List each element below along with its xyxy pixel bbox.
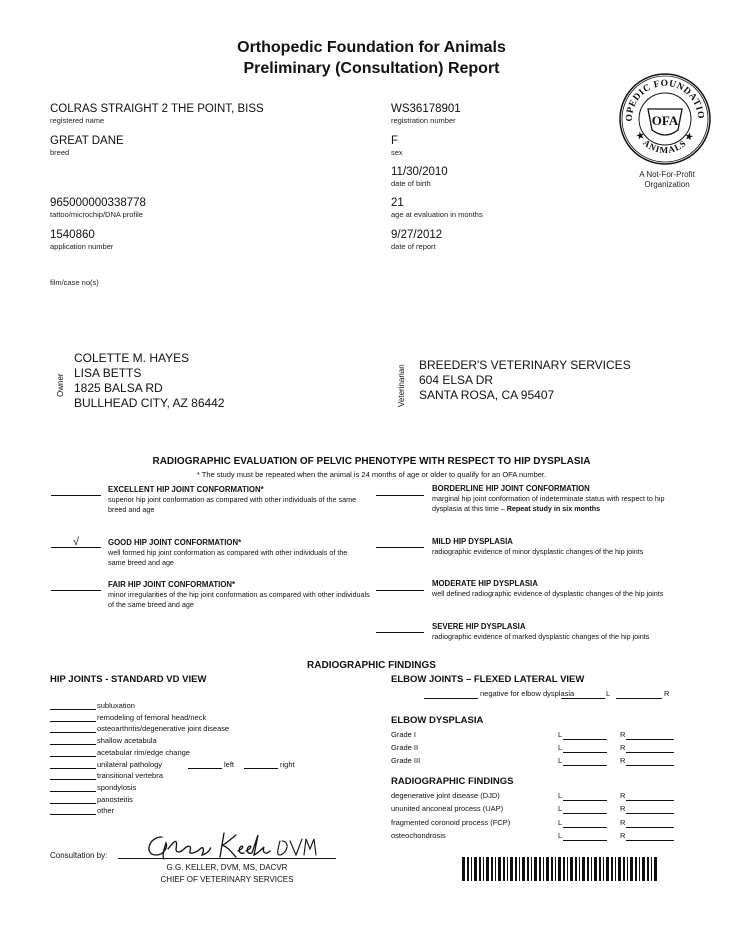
option-good-desc: well formed hip joint conformation as compared with other individuals of the same breed and age bbox=[108, 548, 348, 567]
option-good[interactable] bbox=[51, 537, 101, 548]
elbow-finding-label: fragmented coronoid process (FCP) bbox=[391, 817, 511, 827]
barcode-bar bbox=[639, 857, 640, 881]
barcode-bar bbox=[546, 857, 549, 881]
hip-item-blank[interactable] bbox=[50, 712, 96, 722]
signature-icon bbox=[140, 827, 320, 863]
elbow-grade-r: R bbox=[620, 730, 626, 739]
hip-item-row bbox=[50, 735, 350, 746]
elbow-finding-l: L bbox=[558, 791, 563, 800]
option-good-blank[interactable]: √ bbox=[51, 537, 101, 548]
film-case-label: film/case no(s) bbox=[50, 278, 99, 287]
barcode-bar bbox=[462, 857, 465, 881]
hip-item-label: subluxation bbox=[97, 701, 135, 710]
hip-item-blank[interactable] bbox=[50, 805, 96, 815]
barcode-bar bbox=[599, 857, 601, 881]
barcode-bar bbox=[507, 857, 508, 881]
option-excellent-desc: superior hip joint conformation as compared with other individuals of the same breed and age bbox=[108, 495, 357, 514]
hip-item-label: spondylosis bbox=[97, 782, 137, 792]
hip-item-row bbox=[50, 805, 350, 816]
barcode-bar bbox=[486, 857, 489, 881]
barcode-bar bbox=[575, 857, 577, 881]
option-borderline-name: BORDERLINE HIP JOINT CONFORMATION bbox=[432, 484, 590, 493]
elbow-finding-label: degenerative joint disease (DJD) bbox=[391, 791, 500, 800]
unilateral-right-label: right bbox=[280, 759, 295, 769]
application-number-label: application number bbox=[50, 242, 114, 251]
elbow-grade-l: L bbox=[558, 756, 563, 765]
option-moderate-name: MODERATE HIP DYSPLASIA bbox=[432, 579, 538, 588]
option-good-name: GOOD HIP JOINT CONFORMATION* bbox=[108, 538, 242, 547]
elbow-finding-left-blank[interactable] bbox=[563, 804, 607, 814]
barcode-bar bbox=[647, 857, 649, 881]
barcode-bar bbox=[630, 857, 633, 881]
veterinarian-vertical-label: Veterinarian bbox=[397, 364, 406, 407]
barcode-bar bbox=[654, 857, 657, 881]
option-fair-name: FAIR HIP JOINT CONFORMATION* bbox=[108, 580, 236, 589]
date-of-birth-value: 11/30/2010 bbox=[391, 166, 448, 178]
age-value: 21 bbox=[391, 197, 404, 209]
barcode-bar bbox=[531, 857, 532, 881]
barcode-bar bbox=[627, 857, 628, 881]
hip-item-blank[interactable] bbox=[50, 735, 96, 745]
barcode-bar bbox=[567, 857, 568, 881]
evaluation-title: RADIOGRAPHIC EVALUATION OF PELVIC PHENOTYPE WITH RESPECT TO HIP DYSPLASIA bbox=[152, 456, 591, 467]
barcode-bar bbox=[534, 857, 537, 881]
vet-line1: BREEDER'S VETERINARY SERVICES bbox=[419, 358, 631, 372]
elbow-finding-row bbox=[391, 818, 691, 830]
barcode-bar bbox=[623, 857, 625, 881]
hip-item-row bbox=[50, 782, 350, 793]
hip-item-blank[interactable] bbox=[50, 794, 96, 804]
elbow-finding-right-blank[interactable] bbox=[626, 831, 674, 841]
elbow-finding-r: R bbox=[620, 791, 626, 800]
barcode-bar bbox=[503, 857, 505, 881]
option-borderline-blank[interactable] bbox=[376, 485, 424, 496]
hip-item-blank[interactable] bbox=[50, 782, 96, 792]
barcode-bar bbox=[510, 857, 513, 881]
elbow-grade-l: L bbox=[558, 743, 563, 752]
elbow-grade-l: L bbox=[558, 730, 563, 739]
hip-item-row bbox=[50, 712, 350, 723]
hip-joints-title: HIP JOINTS - STANDARD VD VIEW bbox=[50, 674, 207, 685]
vet-line3: SANTA ROSA, CA 95407 bbox=[419, 388, 555, 402]
hip-item-row bbox=[50, 700, 350, 711]
option-borderline[interactable] bbox=[376, 485, 424, 496]
date-of-birth-label: date of birth bbox=[391, 179, 431, 188]
breed-value: GREAT DANE bbox=[50, 135, 124, 147]
barcode-bar bbox=[594, 857, 597, 881]
owner-line4: BULLHEAD CITY, AZ 86442 bbox=[74, 396, 225, 410]
barcode-bar bbox=[582, 857, 585, 881]
hip-item-blank[interactable] bbox=[50, 700, 96, 710]
elbow-finding-left-blank[interactable] bbox=[563, 818, 607, 828]
elbow-finding-label: osteochondrosis bbox=[391, 830, 446, 840]
option-excellent[interactable] bbox=[51, 485, 101, 496]
hip-item-blank[interactable] bbox=[50, 723, 96, 733]
elbow-finding-right-blank[interactable] bbox=[626, 791, 674, 801]
option-severe[interactable] bbox=[376, 622, 424, 633]
option-moderate[interactable] bbox=[376, 580, 424, 591]
registered-name-label: registered name bbox=[50, 116, 105, 125]
hip-item-label: acetabular rim/edge change bbox=[97, 747, 190, 757]
option-moderate-blank[interactable] bbox=[376, 580, 424, 591]
barcode-bar bbox=[591, 857, 592, 881]
elbow-dysplasia-title: ELBOW DYSPLASIA bbox=[391, 715, 484, 726]
elbow-finding-r: R bbox=[620, 830, 626, 840]
elbow-grade-row bbox=[391, 743, 691, 755]
consultation-label: Consultation by: bbox=[50, 851, 108, 860]
elbow-finding-left-blank[interactable] bbox=[563, 831, 607, 841]
hip-item-row bbox=[50, 770, 350, 781]
seal-caption-line2: Organization bbox=[644, 180, 690, 189]
age-label: age at evaluation in months bbox=[391, 210, 483, 219]
option-fair-blank[interactable] bbox=[51, 580, 101, 591]
elbow-grade-row bbox=[391, 756, 691, 768]
consultant-title: CHIEF OF VETERINARY SERVICES bbox=[160, 875, 294, 884]
option-borderline-desc bbox=[432, 494, 690, 513]
registration-number-value: WS36178901 bbox=[391, 103, 461, 115]
elbow-grade-label: Grade III bbox=[391, 756, 421, 765]
elbow-joints-title: ELBOW JOINTS – FLEXED LATERAL VIEW bbox=[391, 674, 585, 685]
consultant-name: G.G. KELLER, DVM, MS, DACVR bbox=[166, 863, 288, 872]
barcode-bar bbox=[519, 857, 520, 881]
sex-value: F bbox=[391, 135, 399, 147]
breed-label: breed bbox=[50, 148, 70, 157]
owner-line1: COLETTE M. HAYES bbox=[74, 351, 190, 365]
barcode-bar bbox=[543, 857, 544, 881]
barcode-bar bbox=[587, 857, 589, 881]
elbow-finding-left-blank[interactable] bbox=[563, 791, 607, 801]
barcode-bar bbox=[483, 857, 484, 881]
seal-center-text: OFA bbox=[651, 113, 679, 128]
hip-item-label: unilateral pathology bbox=[97, 759, 163, 769]
ofa-seal-icon bbox=[618, 72, 712, 166]
barcode-icon bbox=[462, 857, 658, 881]
option-mild-desc: radiographic evidence of minor dysplastic changes of the hip joints bbox=[432, 547, 644, 556]
elbow-grade-r: R bbox=[620, 743, 626, 752]
barcode-bar bbox=[651, 857, 652, 881]
seal-caption-line1: A Not-For-Profit bbox=[639, 170, 695, 179]
elbow-grade-left-blank[interactable] bbox=[563, 756, 607, 766]
sex-label: sex bbox=[391, 148, 403, 157]
barcode-bar bbox=[563, 857, 565, 881]
owner-line2: LISA BETTS bbox=[74, 366, 142, 380]
elbow-findings-title: RADIOGRAPHIC FINDINGS bbox=[391, 776, 514, 787]
barcode-bar bbox=[611, 857, 613, 881]
elbow-grade-right-blank[interactable] bbox=[626, 756, 674, 766]
application-number-value: 1540860 bbox=[50, 229, 95, 241]
registered-name-value: COLRAS STRAIGHT 2 THE POINT, BISS bbox=[50, 103, 264, 115]
owner-line3: 1825 BALSA RD bbox=[74, 381, 163, 395]
barcode-bar bbox=[603, 857, 604, 881]
barcode-bar bbox=[558, 857, 561, 881]
elbow-grade-right-blank[interactable] bbox=[626, 743, 674, 753]
option-mild-name: MILD HIP DYSPLASIA bbox=[432, 537, 513, 546]
elbow-negative-label: negative for elbow dysplasia bbox=[480, 689, 575, 698]
option-excellent-blank[interactable] bbox=[51, 485, 101, 496]
elbow-finding-l: L bbox=[558, 804, 563, 814]
barcode-bar bbox=[618, 857, 621, 881]
unilateral-left-label: left bbox=[224, 759, 235, 769]
elbow-grade-label: Grade II bbox=[391, 743, 419, 752]
barcode-bar bbox=[498, 857, 501, 881]
barcode-bar bbox=[606, 857, 609, 881]
elbow-finding-row bbox=[391, 791, 691, 803]
elbow-negative-r: R bbox=[664, 689, 670, 698]
tattoo-value: 965000000338778 bbox=[50, 197, 146, 209]
barcode-bar bbox=[579, 857, 580, 881]
barcode-bar bbox=[635, 857, 637, 881]
elbow-grade-row bbox=[391, 730, 691, 742]
tattoo-label: tattoo/microchip/DNA profile bbox=[50, 210, 143, 219]
elbow-finding-r: R bbox=[620, 804, 626, 814]
hip-item-label: other bbox=[97, 806, 115, 816]
hip-item-label: panosteitis bbox=[97, 794, 133, 804]
date-of-report-label: date of report bbox=[391, 242, 436, 251]
barcode-bar bbox=[471, 857, 472, 881]
elbow-finding-r: R bbox=[620, 817, 626, 827]
hip-item-row bbox=[50, 747, 350, 758]
barcode-bar bbox=[527, 857, 529, 881]
report-title: Orthopedic Foundation for Animals bbox=[237, 39, 506, 56]
hip-item-label: remodeling of femoral head/neck bbox=[97, 712, 207, 722]
barcode-bar bbox=[551, 857, 553, 881]
option-severe-blank[interactable] bbox=[376, 622, 424, 633]
option-moderate-desc: well defined radiographic evidence of dysplastic changes of the hip joints bbox=[432, 589, 664, 598]
elbow-grade-left-blank[interactable] bbox=[563, 730, 607, 740]
option-severe-desc: radiographic evidence of marked dysplastic changes of the hip joints bbox=[432, 632, 650, 641]
evaluation-note: * The study must be repeated when the animal is 24 months of age or older to qualify for an OFA number. bbox=[196, 470, 547, 479]
barcode-bar bbox=[515, 857, 517, 881]
barcode-bar bbox=[495, 857, 496, 881]
option-excellent-name: EXCELLENT HIP JOINT CONFORMATION* bbox=[108, 485, 264, 494]
elbow-negative-right-blank[interactable] bbox=[616, 688, 662, 699]
elbow-grade-right-blank[interactable] bbox=[626, 730, 674, 740]
hip-item-blank[interactable] bbox=[50, 747, 96, 757]
barcode-bar bbox=[479, 857, 481, 881]
elbow-finding-label: ununited anconeal process (UAP) bbox=[391, 804, 504, 814]
option-borderline-desc-bold: Repeat study in six months bbox=[506, 503, 601, 513]
svg-text:ORTHOPEDIC FOUNDATION FOR: OPEDIC FOUNDATIO bbox=[624, 78, 706, 122]
date-of-report-value: 9/27/2012 bbox=[391, 229, 443, 241]
signature bbox=[140, 827, 320, 863]
elbow-finding-right-blank[interactable] bbox=[626, 804, 674, 814]
hip-item-label: transitional vertebra bbox=[97, 771, 163, 781]
barcode-bar bbox=[467, 857, 469, 881]
findings-title: RADIOGRAPHIC FINDINGS bbox=[307, 660, 436, 671]
hip-item-row bbox=[50, 759, 350, 770]
hip-item-blank[interactable] bbox=[50, 770, 96, 780]
elbow-grade-label: Grade I bbox=[391, 730, 417, 739]
hip-item-row bbox=[50, 794, 350, 805]
registration-number-label: registration number bbox=[391, 116, 456, 125]
option-fair-desc: minor irregularities of the hip joint conformation as compared with other individuals of the same breed and age bbox=[108, 590, 370, 609]
elbow-finding-l: L bbox=[558, 817, 563, 827]
elbow-finding-l: L bbox=[558, 830, 563, 840]
elbow-grade-r: R bbox=[620, 756, 626, 765]
vet-line2: 604 ELSA DR bbox=[419, 373, 494, 387]
report-subtitle: Preliminary (Consultation) Report bbox=[243, 60, 500, 77]
hip-item-row bbox=[50, 723, 350, 734]
unilateral-left-blank[interactable] bbox=[188, 759, 222, 769]
option-borderline-desc-text: marginal hip joint conformation of indeterminate status with respect to hip dysplasia at this time – bbox=[432, 494, 665, 513]
barcode-bar bbox=[570, 857, 573, 881]
option-fair[interactable] bbox=[51, 580, 101, 591]
hip-item-label: shallow acetabula bbox=[97, 736, 157, 746]
barcode-bar bbox=[539, 857, 541, 881]
unilateral-right-blank[interactable] bbox=[244, 759, 278, 769]
elbow-finding-row bbox=[391, 804, 691, 816]
option-mild-blank[interactable] bbox=[376, 537, 424, 548]
option-severe-name: SEVERE HIP DYSPLASIA bbox=[432, 622, 526, 631]
barcode bbox=[462, 857, 658, 881]
elbow-finding-row bbox=[391, 831, 691, 843]
option-mild[interactable] bbox=[376, 537, 424, 548]
elbow-finding-right-blank[interactable] bbox=[626, 818, 674, 828]
barcode-bar bbox=[615, 857, 616, 881]
barcode-bar bbox=[642, 857, 645, 881]
hip-item-blank[interactable] bbox=[50, 759, 96, 769]
barcode-bar bbox=[522, 857, 525, 881]
elbow-grade-left-blank[interactable] bbox=[563, 743, 607, 753]
ofa-seal bbox=[618, 72, 712, 166]
elbow-negative-l: L bbox=[606, 689, 611, 698]
barcode-bar bbox=[555, 857, 556, 881]
barcode-bar bbox=[474, 857, 477, 881]
owner-vertical-label: Owner bbox=[56, 373, 65, 397]
svg-text:★ ANIMALS ★: ★ ANIMALS ★ bbox=[634, 129, 696, 156]
barcode-bar bbox=[491, 857, 493, 881]
elbow-negative-blank[interactable] bbox=[424, 688, 478, 699]
elbow-negative-left-blank[interactable] bbox=[561, 688, 605, 699]
elbow-negative-row bbox=[391, 688, 691, 702]
hip-item-label: osteoarthritis/degenerative joint disease bbox=[97, 724, 230, 734]
